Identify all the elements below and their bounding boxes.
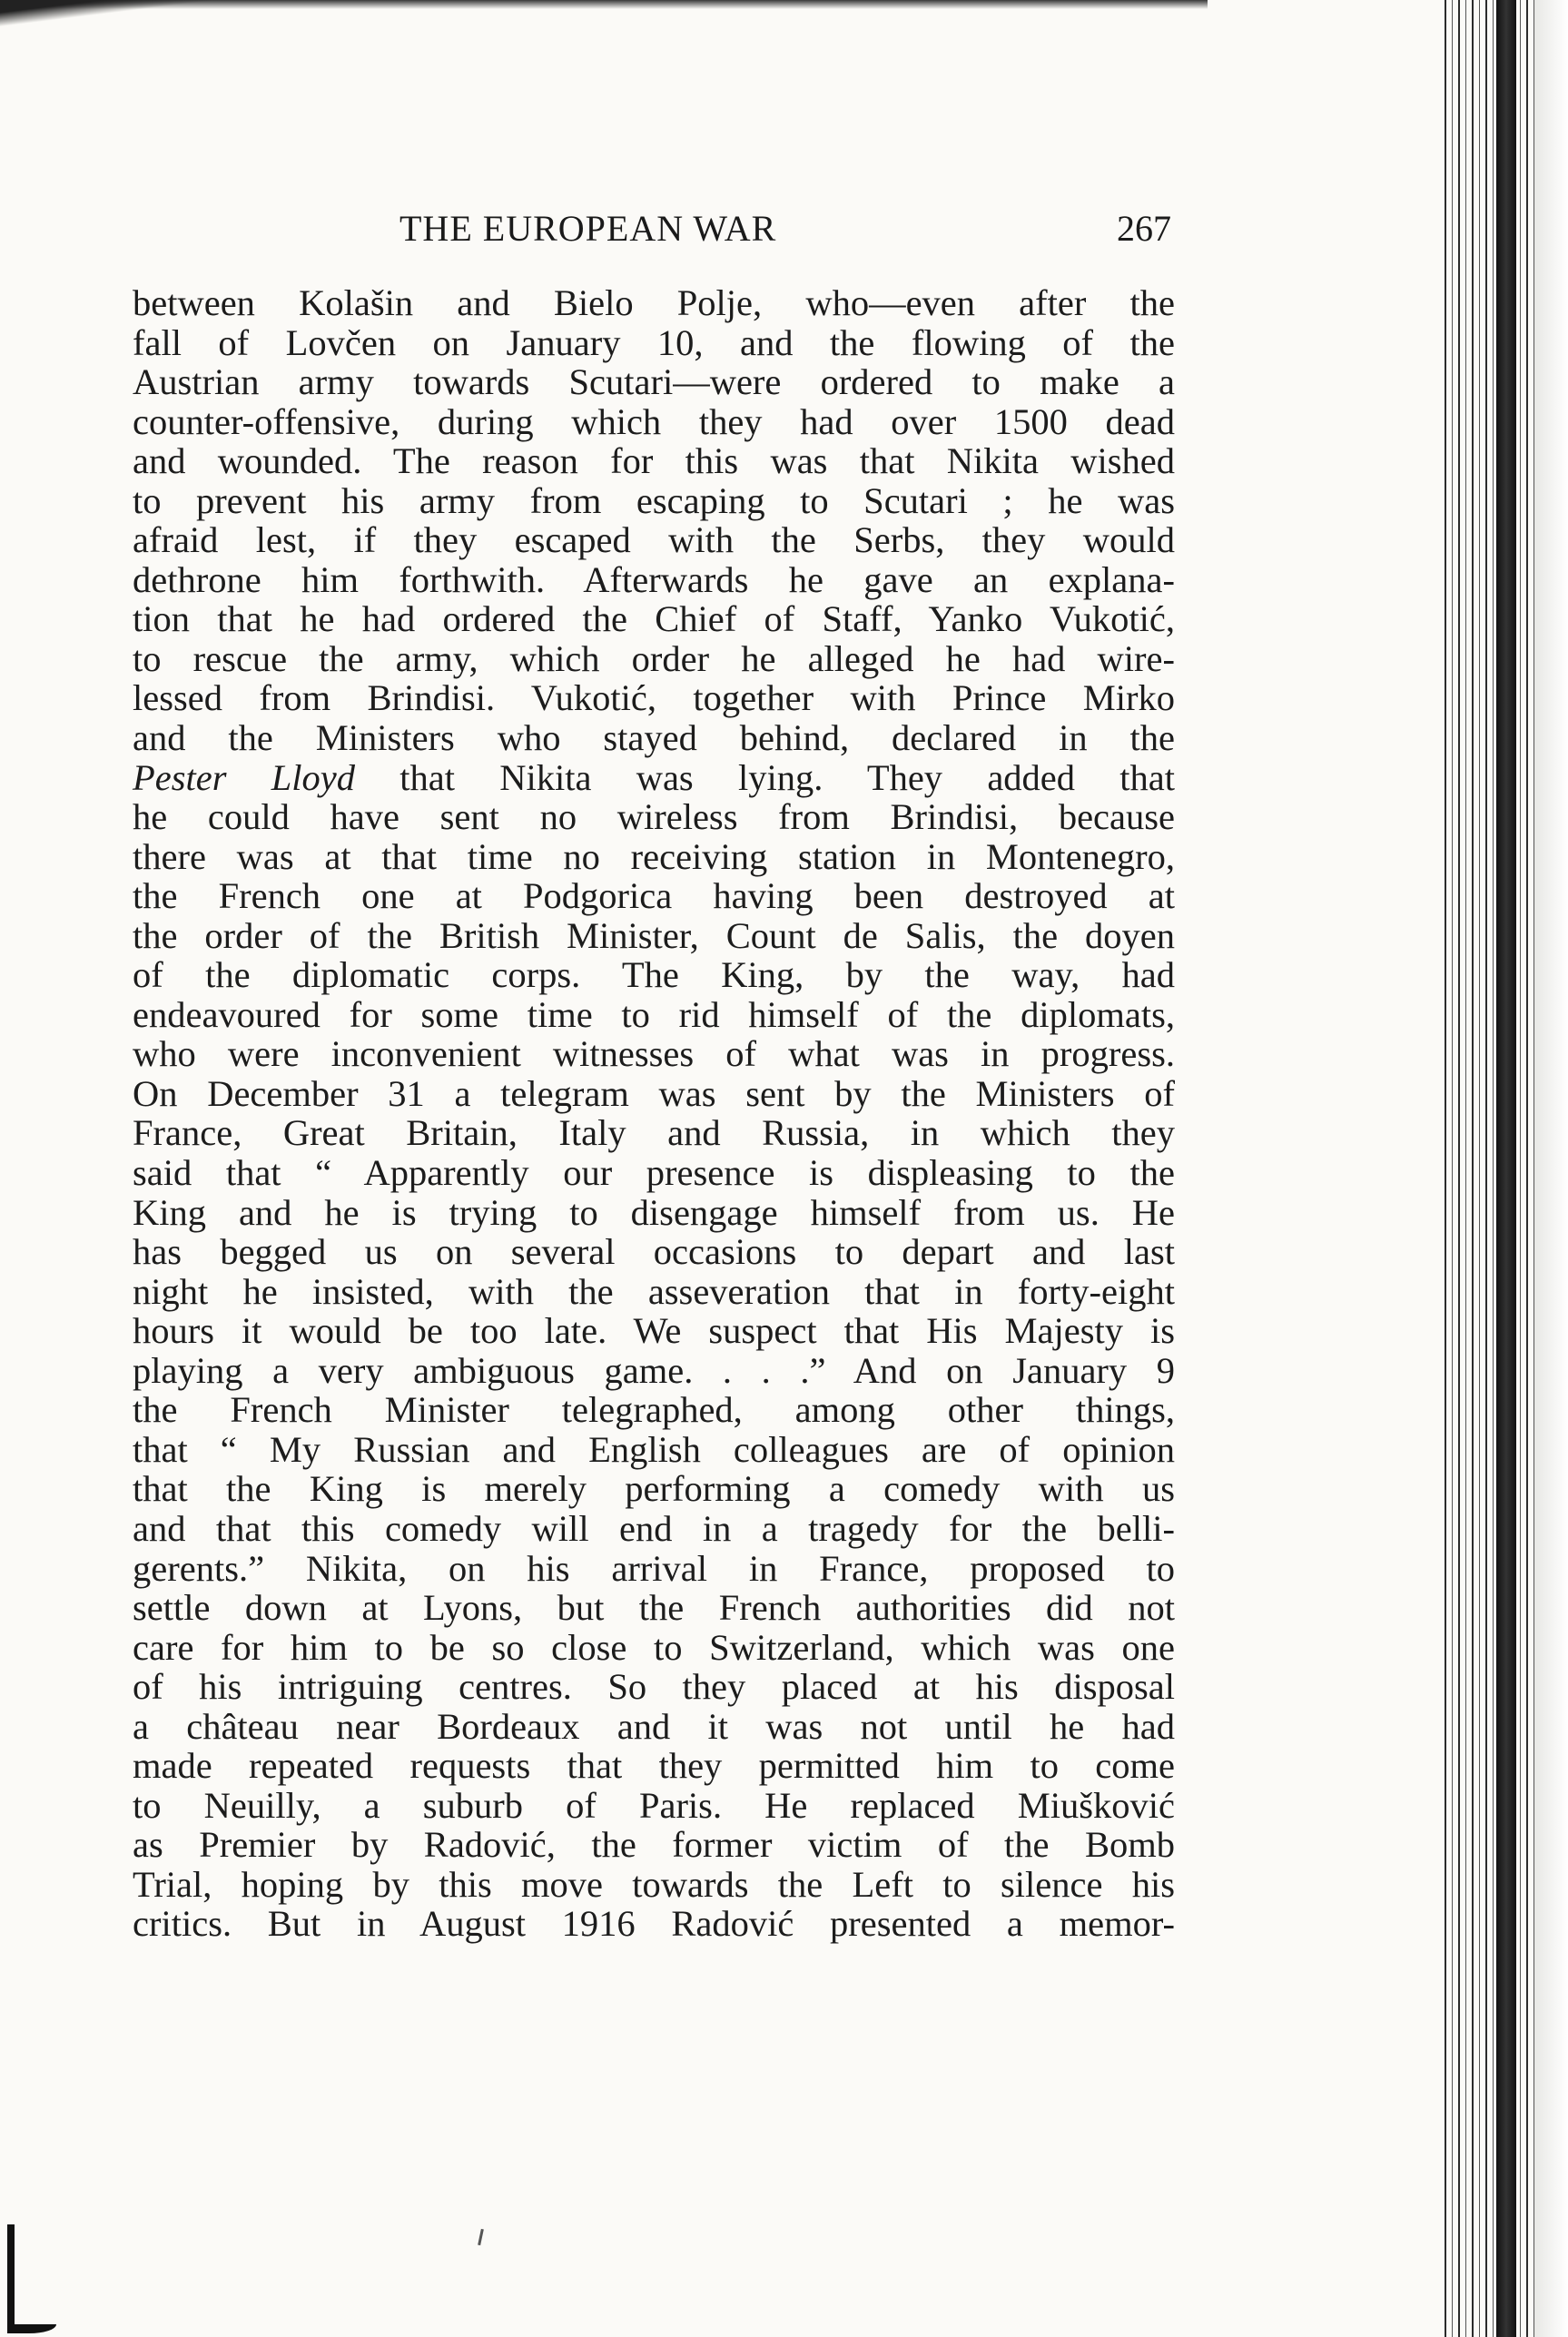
text-line: that the King is merely performing a comedy with us: [133, 1468, 1175, 1510]
italic-newspaper-title: Pester Lloyd: [133, 756, 355, 798]
scan-corner-mark: [0, 0, 327, 38]
text-line: of the diplomatic corps. The King, by the way, had: [133, 954, 1175, 996]
text-line: and that this comedy will end in a tragedy for the belli-: [133, 1507, 1175, 1549]
text-line: the French one at Podgorica having been destroyed at: [133, 875, 1175, 917]
text-line: gerents.” Nikita, on his arrival in France, proposed to: [133, 1547, 1175, 1589]
book-outer-edge: [1534, 0, 1568, 2337]
text-line: between Kolašin and Bielo Polje, who—even after the: [133, 282, 1175, 323]
text-line: hours it would be too late. We suspect that His Majesty is: [133, 1310, 1175, 1352]
text-line: that “ My Russian and English colleagues are of opinion: [133, 1428, 1175, 1470]
text-line: a château near Bordeaux and it was not until he had: [133, 1705, 1175, 1747]
text-line: night he insisted, with the asseveration that in forty-eight: [133, 1270, 1175, 1312]
text-line: playing a very ambiguous game. . . .” And on January 9: [133, 1349, 1175, 1391]
running-head-title: THE EUROPEAN WAR: [399, 208, 777, 249]
text-line: dethrone him forthwith. Afterwards he gave an explana-: [133, 558, 1175, 600]
text-line: lessed from Brindisi. Vukotić, together with Prince Mirko: [133, 677, 1175, 719]
text-line: who were inconvenient witnesses of what was in progress.: [133, 1033, 1175, 1075]
scan-bottom-corner-mark: [7, 2224, 56, 2333]
page-number: 267: [1117, 208, 1171, 249]
text-line: and wounded. The reason for this was that Nikita wished: [133, 440, 1175, 482]
scan-speck: [478, 2229, 484, 2245]
text-line: fall of Lovčen on January 10, and the flowing of the: [133, 321, 1175, 363]
text-line: King and he is trying to disengage himself from us. He: [133, 1191, 1175, 1233]
text-line: settle down at Lyons, but the French authorities did not: [133, 1587, 1175, 1629]
body-text: [133, 283, 1175, 1944]
text-line: the French Minister telegraphed, among other things,: [133, 1389, 1175, 1431]
text-line: made repeated requests that they permitted him to come: [133, 1745, 1175, 1787]
text-line: afraid lest, if they escaped with the Serbs, they would: [133, 519, 1175, 561]
text-line: On December 31 a telegram was sent by the Ministers of: [133, 1072, 1175, 1114]
text-line: counter-offensive, during which they had over 1500 dead: [133, 400, 1175, 442]
text-line-last: critics. But in August 1916 Radović presented a memor-: [133, 1903, 1175, 1945]
text-line: as Premier by Radović, the former victim of the Bomb: [133, 1824, 1175, 1866]
text-line: France, Great Britain, Italy and Russia, in which they: [133, 1112, 1175, 1154]
text-line: tion that he had ordered the Chief of Staff, Yanko Vukotić,: [133, 598, 1175, 640]
text-line: said that “ Apparently our presence is displeasing to the: [133, 1152, 1175, 1194]
text-line: care for him to be so close to Switzerland, which was one: [133, 1626, 1175, 1668]
text-line: has begged us on several occasions to depart and last: [133, 1231, 1175, 1273]
book-spine-shadow: [1496, 0, 1516, 2337]
text-line: to prevent his army from escaping to Scutari ; he was: [133, 479, 1175, 521]
text-line: of his intriguing centres. So they placed at his disposal: [133, 1666, 1175, 1708]
text-line-remainder: that Nikita was lying. They added that: [354, 756, 1176, 798]
text-line: Austrian army towards Scutari—were ordered to make a: [133, 361, 1175, 403]
text-line: and the Ministers who stayed behind, declared in the: [133, 717, 1175, 759]
running-head: [136, 205, 1171, 252]
text-line: he could have sent no wireless from Brindisi, because: [133, 796, 1175, 838]
text-line: Trial, hoping by this move towards the Left to silence his: [133, 1863, 1175, 1905]
text-line: the order of the British Minister, Count de Salis, the doyen: [133, 914, 1175, 956]
text-line: endeavoured for some time to rid himself of the diplomats,: [133, 993, 1175, 1035]
text-line-italic-title: [133, 758, 1175, 798]
text-line: to Neuilly, a suburb of Paris. He replaced Miušković: [133, 1784, 1175, 1826]
text-line: to rescue the army, which order he alleged he had wire-: [133, 637, 1175, 679]
text-line: there was at that time no receiving station in Montenegro,: [133, 835, 1175, 877]
